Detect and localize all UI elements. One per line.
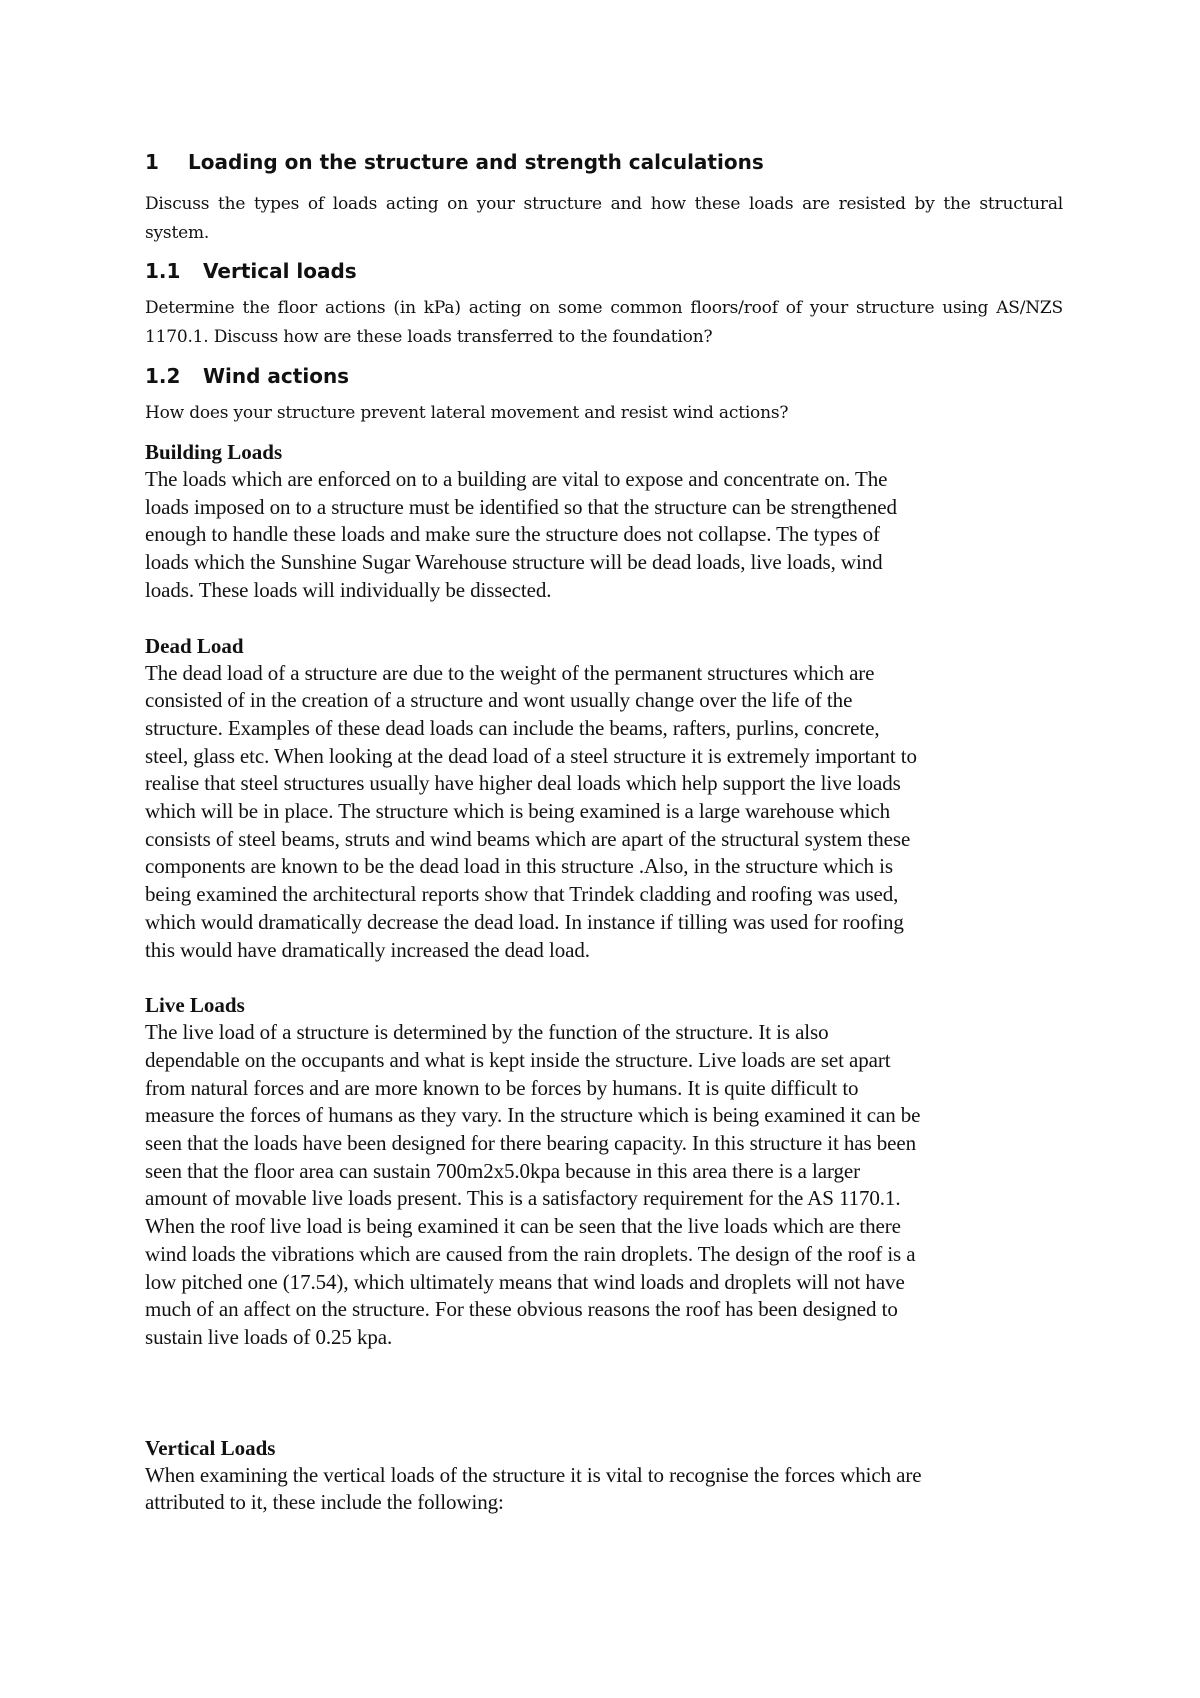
building-loads-line: loads. These loads will individually be dissected. — [145, 577, 552, 602]
heading-1 — [145, 148, 1063, 176]
live-loads-line: amount of movable live loads present. This is a satisfactory requirement for the AS 1170.1. — [145, 1186, 901, 1211]
vertical-loads-line: attributed to it, these include the following: — [145, 1490, 504, 1515]
dead-load-line: structure. Examples of these dead loads can include the beams, rafters, purlins, concrete, — [145, 715, 880, 740]
live-loads-line: seen that the floor area can sustain 700m2x5.0kpa because in this area there is a larger — [145, 1158, 861, 1183]
live-loads-section — [145, 991, 1063, 1351]
heading-1-2 — [145, 362, 1063, 390]
heading-1-2-number: 1.2 — [145, 364, 181, 388]
dead-load-line: realise that steel structures usually have higher deal loads which help support the live loads — [145, 771, 901, 796]
heading-1-number: 1 — [145, 150, 159, 174]
building-loads-section — [145, 438, 1063, 605]
dead-load-line: The dead load of a structure are due to the weight of the permanent structures which are — [145, 660, 875, 685]
heading-1-2-title: Wind actions — [203, 364, 350, 388]
dead-load-line: steel, glass etc. When looking at the dead load of a steel structure it is extremely important to — [145, 743, 917, 768]
building-loads-line: enough to handle these loads and make sure the structure does not collapse. The types of — [145, 522, 880, 547]
heading-1-1 — [145, 257, 1063, 285]
dead-load-line: which will be in place. The structure which is being examined is a large warehouse which — [145, 799, 891, 824]
building-loads-heading: Building Loads — [145, 440, 283, 464]
dead-load-heading: Dead Load — [145, 633, 244, 658]
dead-load-line: consisted of in the creation of a structure and wont usually change over the life of the — [145, 688, 853, 713]
vertical-loads-heading: Vertical Loads — [145, 1435, 276, 1460]
section-1-1-paragraph: Determine the floor actions (in kPa) acting on some common floors/roof of your structure using AS/NZS 1170.1. Discuss how are these loads transferred to the foundation? — [145, 298, 1063, 347]
intro-paragraph: Discuss the types of loads acting on your structure and how these loads are resisted by the structural system. — [145, 194, 1063, 243]
live-loads-line: seen that the loads have been designed for there bearing capacity. In this structure it has been — [145, 1131, 916, 1156]
live-loads-heading: Live Loads — [145, 993, 245, 1018]
vertical-loads-line: When examining the vertical loads of the structure it is vital to recognise the forces which are — [145, 1462, 922, 1487]
live-loads-line: wind loads the vibrations which are caused from the rain droplets. The design of the roof is a — [145, 1241, 916, 1266]
dead-load-line: components are known to be the dead load in this structure .Also, in the structure which is — [145, 854, 893, 879]
live-loads-line: sustain live loads of 0.25 kpa. — [145, 1324, 393, 1349]
dead-load-section — [145, 632, 1063, 965]
building-loads-line: loads which the Sunshine Sugar Warehouse structure will be dead loads, live loads, wind — [145, 550, 883, 575]
building-loads-line: loads imposed on to a structure must be identified so that the structure can be strengthened — [145, 494, 897, 519]
live-loads-line: dependable on the occupants and what is kept inside the structure. Live loads are set apart — [145, 1047, 891, 1072]
building-loads-line: The loads which are enforced on to a building are vital to expose and concentrate on. The — [145, 467, 888, 491]
dead-load-line: consists of steel beams, struts and wind beams which are apart of the structural system these — [145, 826, 911, 851]
dead-load-line: being examined the architectural reports show that Trindek cladding and roofing was used, — [145, 882, 899, 907]
live-loads-line: measure the forces of humans as they vary. In the structure which is being examined it can be — [145, 1103, 921, 1128]
dead-load-line: this would have dramatically increased the dead load. — [145, 937, 590, 962]
live-loads-line: low pitched one (17.54), which ultimately means that wind loads and droplets will not have — [145, 1269, 905, 1294]
vertical-loads-section — [145, 1434, 1063, 1517]
document-page — [145, 138, 1063, 1517]
heading-1-1-title: Vertical loads — [203, 259, 357, 283]
heading-1-title: Loading on the structure and strength calculations — [188, 150, 764, 174]
live-loads-line: The live load of a structure is determined by the function of the structure. It is also — [145, 1020, 829, 1045]
section-1-2-paragraph: How does your structure prevent lateral movement and resist wind actions? — [145, 403, 789, 423]
live-loads-line: from natural forces and are more known to be forces by humans. It is quite difficult to — [145, 1075, 859, 1100]
live-loads-line: When the roof live load is being examined it can be seen that the live loads which are there — [145, 1214, 901, 1239]
dead-load-line: which would dramatically decrease the dead load. In instance if tilling was used for roofing — [145, 909, 904, 934]
heading-1-1-number: 1.1 — [145, 259, 181, 283]
live-loads-line: much of an affect on the structure. For these obvious reasons the roof has been designed to — [145, 1297, 898, 1322]
